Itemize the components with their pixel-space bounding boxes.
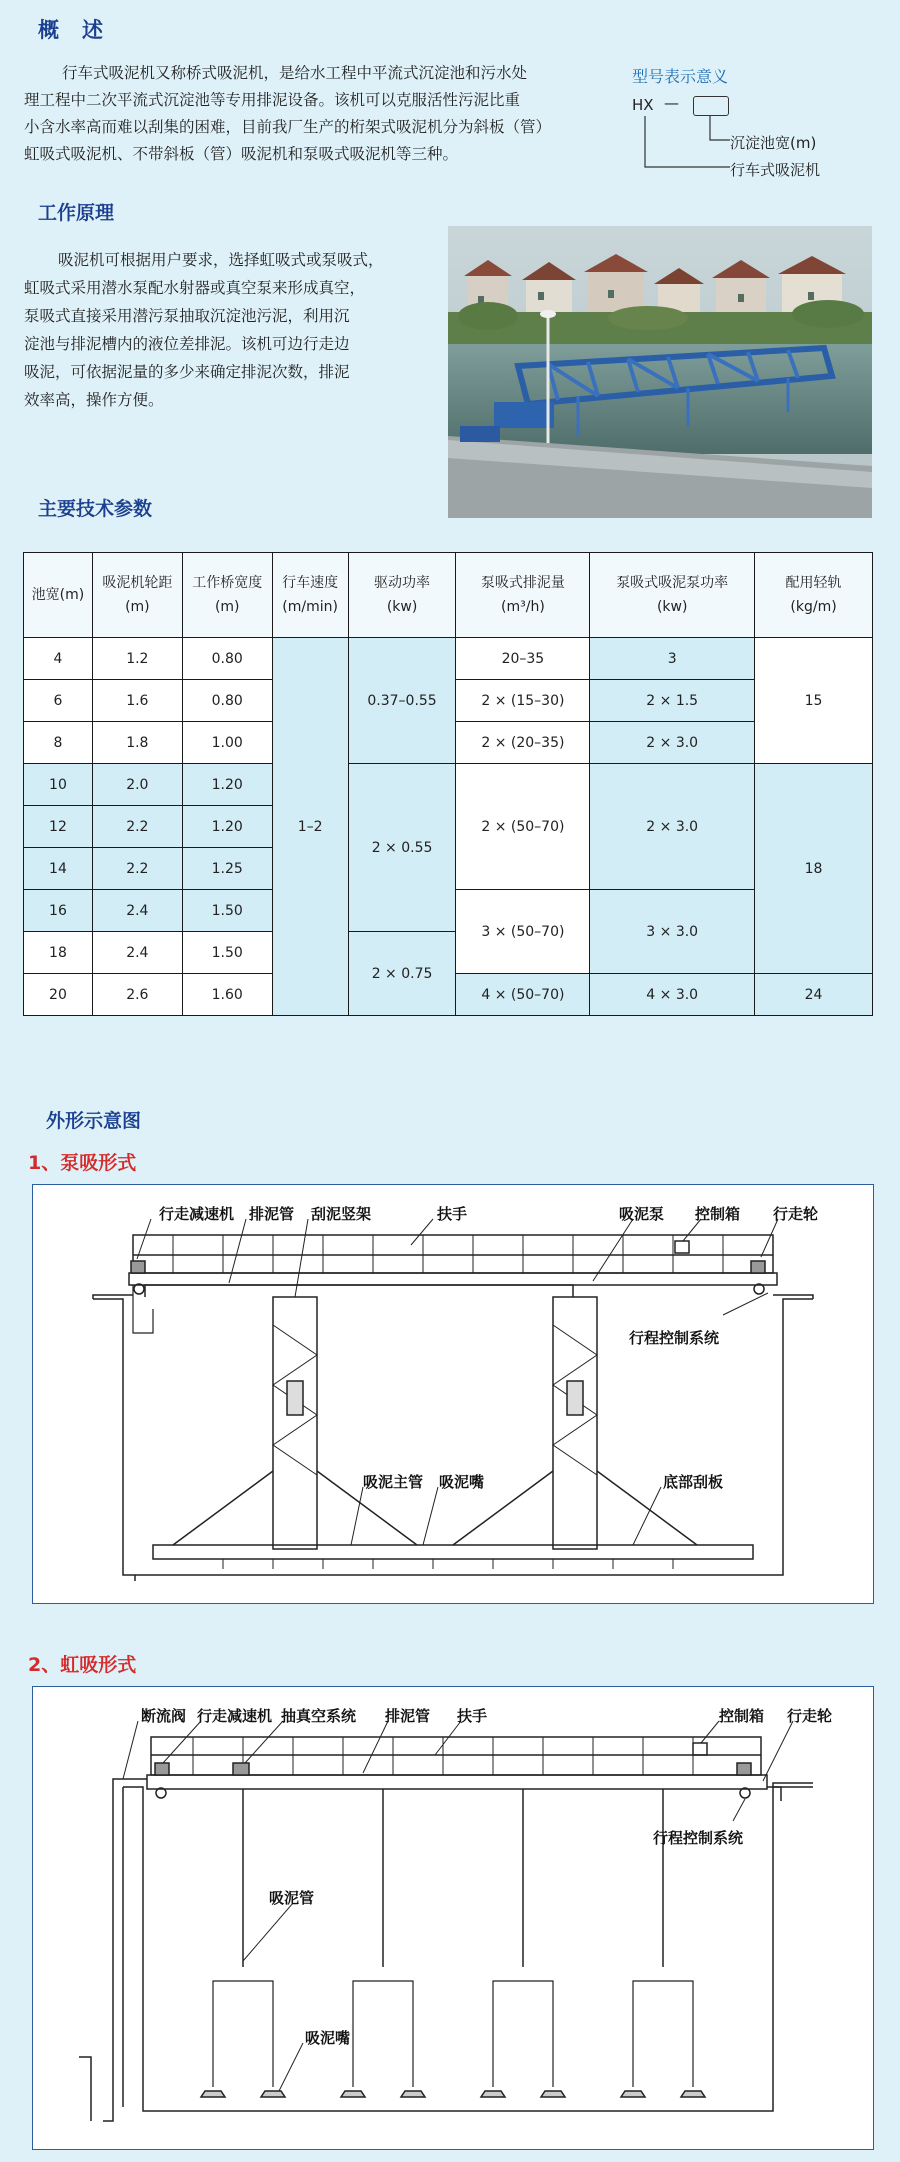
cell-bridge: 1.60: [182, 974, 272, 1016]
cell-pump: 2 × 3.0: [590, 764, 755, 890]
header-wheel-base: 吸泥机轮距 (m): [92, 553, 182, 638]
cell-wheel: 2.4: [92, 890, 182, 932]
cell-width: 6: [24, 680, 93, 722]
cell-width: 14: [24, 848, 93, 890]
header-rail: 配用轻轨 (kg/m): [755, 553, 873, 638]
cell-bridge: 1.50: [182, 890, 272, 932]
header-speed: 行车速度 (m/min): [272, 553, 348, 638]
label-suction-pipe: 吸泥管: [269, 1889, 315, 1907]
label-handrail: 扶手: [437, 1205, 468, 1223]
cell-rail: 15: [755, 638, 873, 764]
model-type-label: 行车式吸泥机: [730, 161, 821, 179]
cell-wheel: 1.6: [92, 680, 182, 722]
principle-line-4: 淀池与排泥槽内的液位差排泥。该机可边行走边: [24, 335, 350, 353]
cell-bridge: 1.20: [182, 806, 272, 848]
cell-width: 16: [24, 890, 93, 932]
cell-pump: 2 × 3.0: [590, 722, 755, 764]
header-pump-power: 泵吸式吸泥泵功率 (kw): [590, 553, 755, 638]
label-reducer: 行走减速机: [159, 1205, 235, 1223]
principle-title: 工作原理: [38, 202, 115, 224]
cell-power: 2 × 0.75: [348, 932, 456, 1016]
label-discharge-2: 排泥管: [385, 1707, 431, 1725]
cell-bridge: 0.80: [182, 680, 272, 722]
model-connectors: [640, 112, 740, 174]
label-discharge: 排泥管: [249, 1205, 295, 1223]
cell-wheel: 1.8: [92, 722, 182, 764]
model-width-label: 沉淀池宽(m): [730, 134, 817, 152]
cell-power: 0.37–0.55: [348, 638, 456, 764]
pump-diagram: [32, 1184, 874, 1604]
cell-rail: 24: [755, 974, 873, 1016]
model-title: 型号表示意义: [632, 67, 729, 86]
cell-bridge: 1.20: [182, 764, 272, 806]
cell-speed: 1–2: [272, 638, 348, 1016]
header-flow: 泵吸式排泥量 (m³/h): [456, 553, 590, 638]
label-control-box-2: 控制箱: [719, 1707, 765, 1725]
equipment-photo: [448, 226, 872, 518]
label-scraper-frame: 刮泥竖架: [311, 1205, 372, 1223]
pump-type-title: 1、泵吸形式: [28, 1152, 137, 1174]
principle-line-3: 泵吸式直接采用潜污泵抽取沉淀池污泥，利用沉: [24, 307, 350, 325]
cell-width: 4: [24, 638, 93, 680]
cell-wheel: 2.2: [92, 806, 182, 848]
cell-wheel: 2.6: [92, 974, 182, 1016]
header-pool-width: 池宽(m): [24, 553, 93, 638]
cell-width: 12: [24, 806, 93, 848]
cell-pump: 3: [590, 638, 755, 680]
cell-bridge: 1.00: [182, 722, 272, 764]
principle-line-5: 吸泥，可依据泥量的多少来确定排泥次数，排泥: [24, 363, 350, 381]
cell-flow: 2 × (20–35): [456, 722, 590, 764]
cell-width: 8: [24, 722, 93, 764]
label-travel-control: 行程控制系统: [629, 1329, 720, 1347]
label-handrail-2: 扶手: [457, 1707, 488, 1725]
overview-line-4: 虹吸式吸泥机、不带斜板（管）吸泥机和泵吸式吸泥机等三种。: [24, 145, 459, 163]
overview-line-2: 理工程中二次平流式沉淀池等专用排泥设备。该机可以克服活性污泥比重: [24, 91, 521, 109]
principle-text: [24, 246, 434, 414]
label-shutoff-valve: 断流阀: [141, 1707, 187, 1725]
label-nozzle: 吸泥嘴: [439, 1473, 485, 1491]
cell-width: 10: [24, 764, 93, 806]
cell-width: 20: [24, 974, 93, 1016]
cell-width: 18: [24, 932, 93, 974]
cell-bridge: 1.50: [182, 932, 272, 974]
label-nozzle-2: 吸泥嘴: [305, 2029, 351, 2047]
cell-pump: 4 × 3.0: [590, 974, 755, 1016]
params-title: 主要技术参数: [38, 498, 153, 520]
cell-wheel: 2.4: [92, 932, 182, 974]
principle-line-1: 吸泥机可根据用户要求，选择虹吸式或泵吸式，: [58, 251, 384, 269]
model-dash: —: [664, 94, 679, 112]
cell-bridge: 1.25: [182, 848, 272, 890]
table-header-row: [24, 553, 873, 638]
overview-title: 概 述: [38, 18, 104, 42]
outline-title: 外形示意图: [46, 1110, 142, 1132]
cell-flow: 4 × (50–70): [456, 974, 590, 1016]
principle-line-2: 虹吸式采用潜水泵配水射器或真空泵来形成真空，: [24, 279, 366, 297]
siphon-diagram: [32, 1686, 874, 2150]
header-bridge-width: 工作桥宽度 (m): [182, 553, 272, 638]
overview-text: [24, 60, 664, 168]
label-wheel-2: 行走轮: [787, 1707, 833, 1725]
label-pump: 吸泥泵: [619, 1205, 665, 1223]
cell-flow: 2 × (50–70): [456, 764, 590, 890]
label-travel-control-2: 行程控制系统: [653, 1829, 744, 1847]
cell-wheel: 1.2: [92, 638, 182, 680]
cell-flow: 20–35: [456, 638, 590, 680]
table-row: [24, 638, 873, 680]
overview-line-3: 小含水率高而难以刮集的困难，目前我厂生产的桁架式吸泥机分为斜板（管）: [24, 118, 552, 136]
cell-wheel: 2.2: [92, 848, 182, 890]
params-table: [23, 552, 873, 1016]
cell-wheel: 2.0: [92, 764, 182, 806]
label-wheel: 行走轮: [773, 1205, 819, 1223]
principle-line-6: 效率高，操作方便。: [24, 391, 164, 409]
label-bottom-scraper: 底部刮板: [663, 1473, 724, 1491]
header-drive-power: 驱动功率 (kw): [348, 553, 456, 638]
label-control-box: 控制箱: [695, 1205, 741, 1223]
cell-pump: 3 × 3.0: [590, 890, 755, 974]
label-reducer-2: 行走减速机: [197, 1707, 273, 1725]
cell-power: 2 × 0.55: [348, 764, 456, 932]
label-main-pipe: 吸泥主管: [363, 1473, 424, 1491]
cell-bridge: 0.80: [182, 638, 272, 680]
siphon-type-title: 2、虹吸形式: [28, 1654, 137, 1676]
cell-flow: 3 × (50–70): [456, 890, 590, 974]
model-prefix: HX: [632, 96, 654, 114]
table-row: [24, 764, 873, 806]
cell-pump: 2 × 1.5: [590, 680, 755, 722]
cell-flow: 2 × (15–30): [456, 680, 590, 722]
overview-line-1: 行车式吸泥机又称桥式吸泥机，是给水工程中平流式沉淀池和污水处: [62, 64, 528, 82]
label-vacuum: 抽真空系统: [281, 1707, 357, 1725]
cell-rail: 18: [755, 764, 873, 974]
